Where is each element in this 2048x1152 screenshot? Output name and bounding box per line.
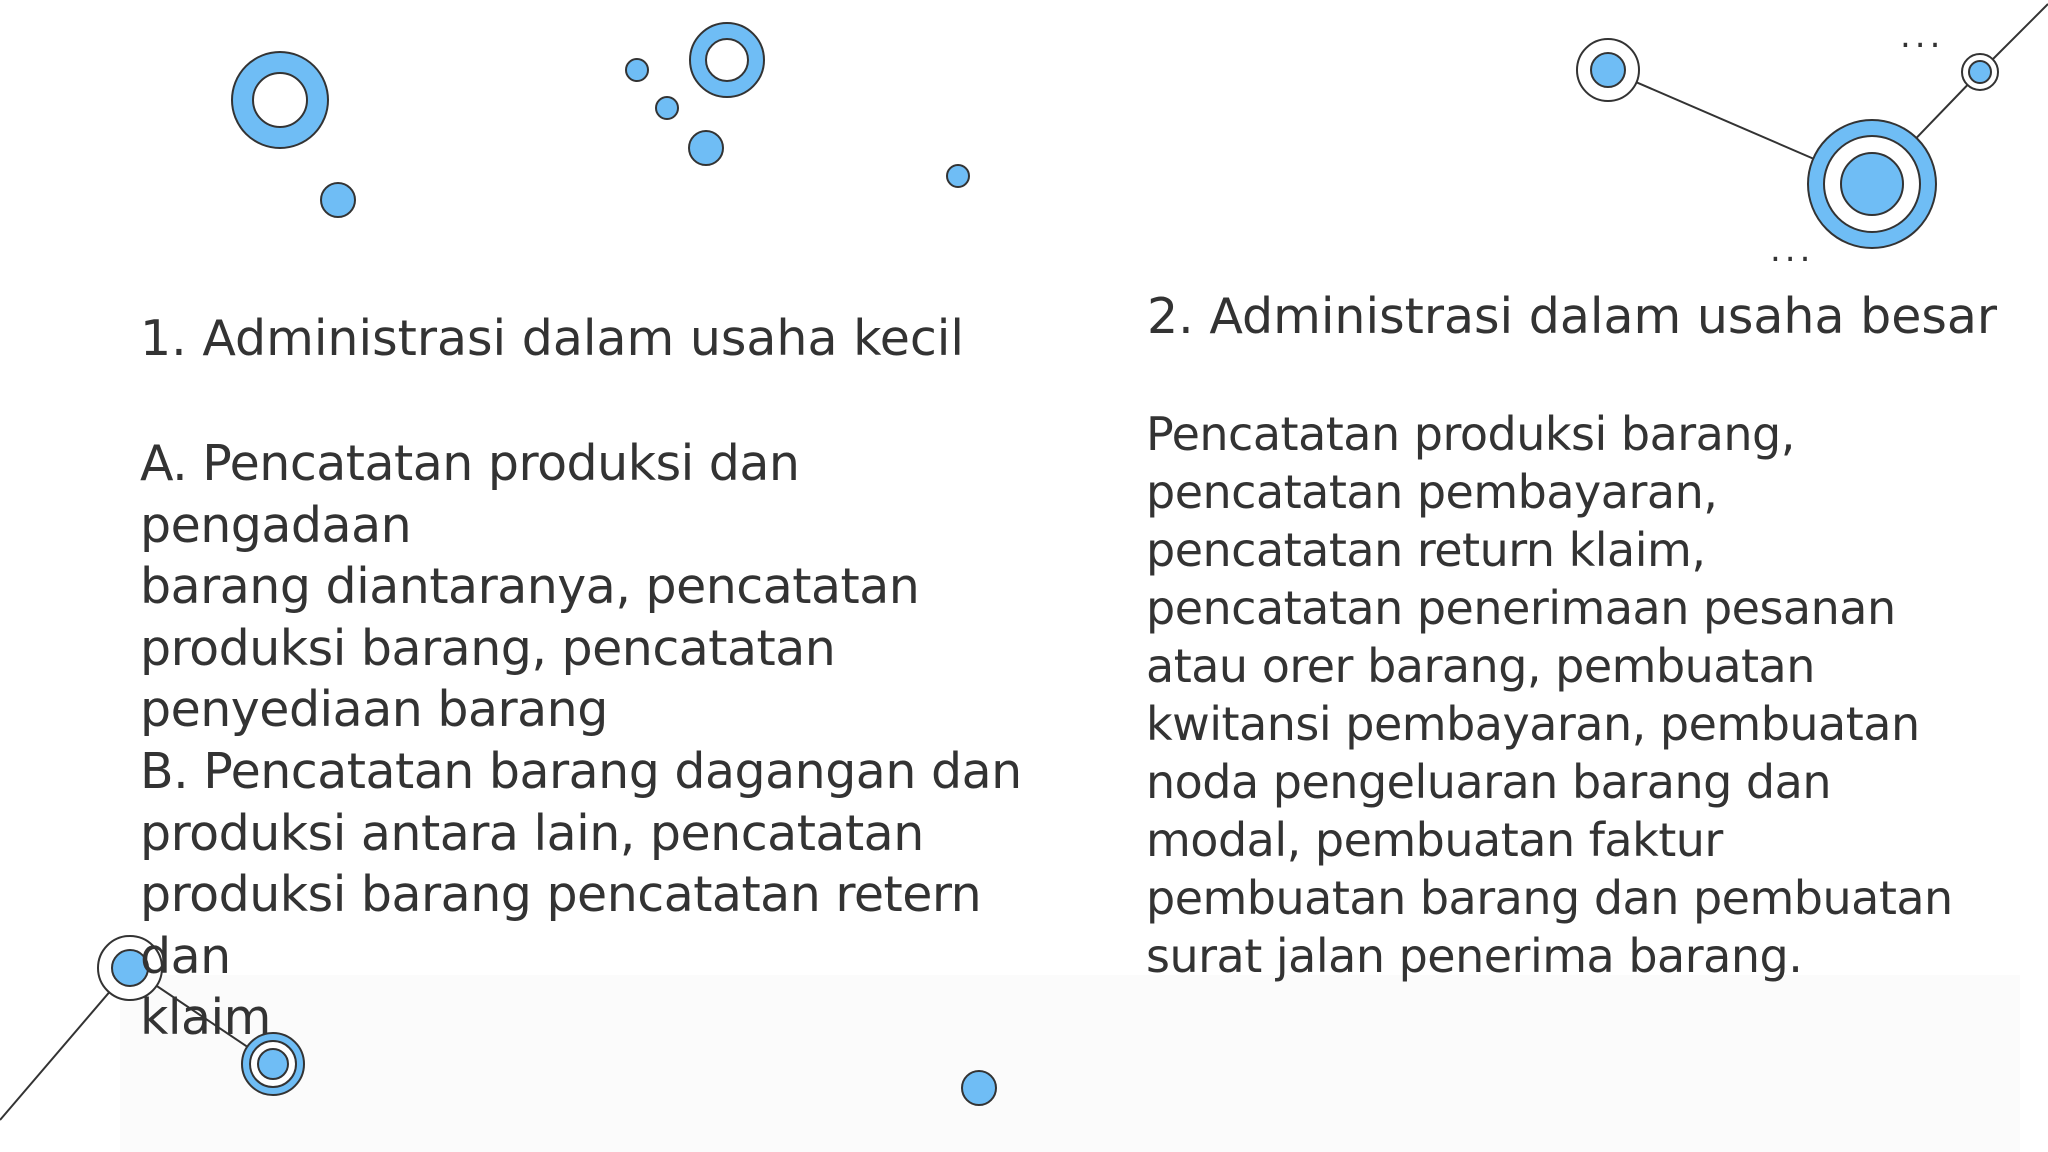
dot-decoration-icon (962, 1071, 996, 1105)
right-heading: 2. Administrasi dalam usaha besar (1147, 288, 1998, 345)
dot-decoration-icon (321, 183, 355, 217)
ellipsis-bottom: ... (1770, 230, 1815, 270)
dot-decoration-icon (656, 97, 678, 119)
left-point-a: A. Pencatatan produksi dan pengadaan barang diantaranya, pencatatan produksi barang, pencatatan penyediaan barang (140, 435, 920, 738)
dot-decoration-icon (947, 165, 969, 187)
dot-decoration-icon (689, 131, 723, 165)
dot-decoration-icon (626, 59, 648, 81)
left-heading: 1. Administrasi dalam usaha kecil (140, 310, 965, 367)
left-point-b: B. Pencatatan barang dagangan dan produksi antara lain, pencatatan produksi barang pencatatan retern dan klaim (140, 743, 1022, 1046)
ellipsis-top: ... (1900, 16, 1945, 56)
right-body: Pencatatan produksi barang, pencatatan pembayaran, pencatatan return klaim, pencatatan penerimaan pesanan atau orer barang, pembuatan kwitansi pembayaran, pembuatan noda pengeluaran barang dan modal, pembuatan faktur pembuatan barang dan pembuatan surat jalan penerima barang. (1146, 407, 1953, 983)
